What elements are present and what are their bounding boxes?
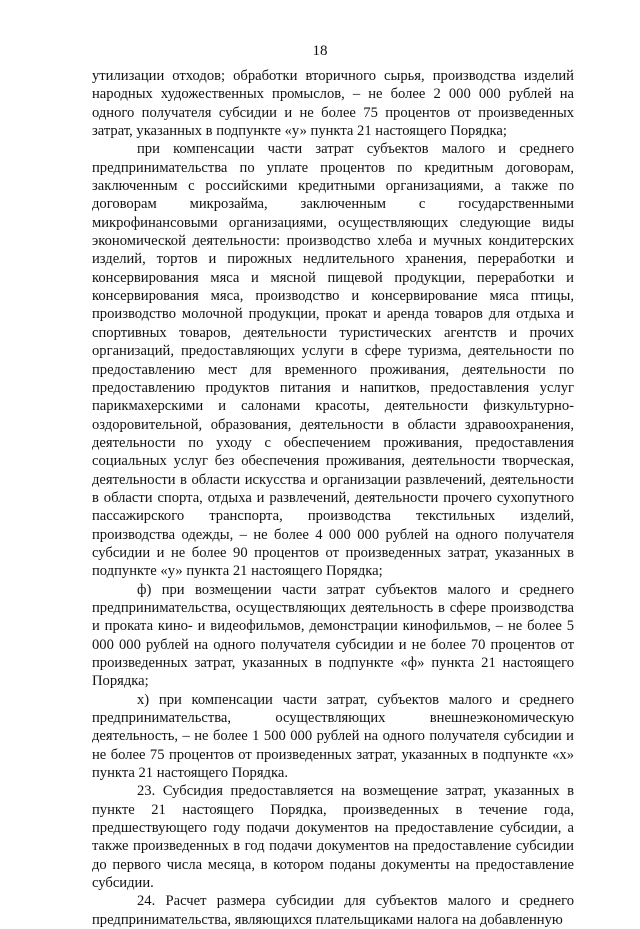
- paragraph-subitem-f: ф) при возмещении части затрат субъектов малого и среднего предпринимательства, осуществляющих деятельность в сфере производства и проката кино- и видеофильмов, демонстрации кинофильмов, – не более 5 000 000 рублей на одного получателя субсидии и не более 70 процентов от произведенных затрат, указанных в подпункте «ф» пункта 21 настоящего Порядка;: [92, 581, 574, 690]
- paragraph-item-23: 23. Субсидия предоставляется на возмещение затрат, указанных в пункте 21 настоящего Порядка, произведенных в течение года, предшествующего году подачи документов на предоставление субсидии, а также произведенных в год подачи документов на предоставление субсидии до первого числа месяца, в котором поданы документы на предоставление субсидии.: [92, 783, 574, 892]
- paragraph-interest-compensation: при компенсации части затрат субъектов малого и среднего предпринимательства по уплате процентов по кредитным договорам, заключенным с российскими кредитными организациями, а также по договорам микрозайма, заключенным с государственными микрофинансовыми организациями, осуществляющих следующие виды экономической деятельности: производство хлеба и мучных кондитерских изделий, тортов и пирожных недлительного хранения, переработки и консервирования мяса и мясной пищевой продукции, переработки и консервирования мяса, производство и консервирование мяса птицы, производство молочной продукции, прокат и аренда товаров для отдыха и спортивных товаров, деятельности туристических агентств и прочих организаций, предоставляющих услуги в сфере туризма, деятельности по предоставлению мест для временного проживания, деятельности по предоставлению продуктов питания и напитков, предоставления услуг парикмахерскими и салонами красоты, деятельности физкультурно-оздоровительной, образования, деятельности в области здравоохранения, деятельности по уходу с обеспечением проживания, предоставления социальных услуг без обеспечения проживания, деятельности творческая, деятельности в области искусства и организации развлечений, деятельности в области спорта, отдыха и развлечений, деятельности прочего сухопутного пассажирского транспорта, производства текстильных изделий, производства одежды, – не более 4 000 000 рублей на одного получателя субсидии и не более 90 процентов от произведенных затрат, указанных в подпункте «у» пункта 21 настоящего Порядка;: [92, 141, 574, 580]
- page-number: 18: [312, 43, 328, 59]
- paragraph-item-24: 24. Расчет размера субсидии для субъектов малого и среднего предпринимательства, являющихся плательщиками налога на добавленную: [92, 893, 574, 928]
- document-body: [92, 67, 574, 929]
- paragraph-subitem-h: х) при компенсации части затрат, субъектов малого и среднего предпринимательства, осуществляющих внешнеэкономическую деятельность, – не более 1 500 000 рублей на одного получателя субсидии и не более 75 процентов от произведенных затрат, указанных в подпункте «х» пункта 21 настоящего Порядка.: [92, 691, 574, 782]
- paragraph-continuation: утилизации отходов; обработки вторичного сырья, производства изделий народных художественных промыслов, – не более 2 000 000 рублей на одного получателя субсидии и не более 75 процентов от произведенных затрат, указанных в подпункте «у» пункта 21 настоящего Порядка;: [92, 68, 574, 140]
